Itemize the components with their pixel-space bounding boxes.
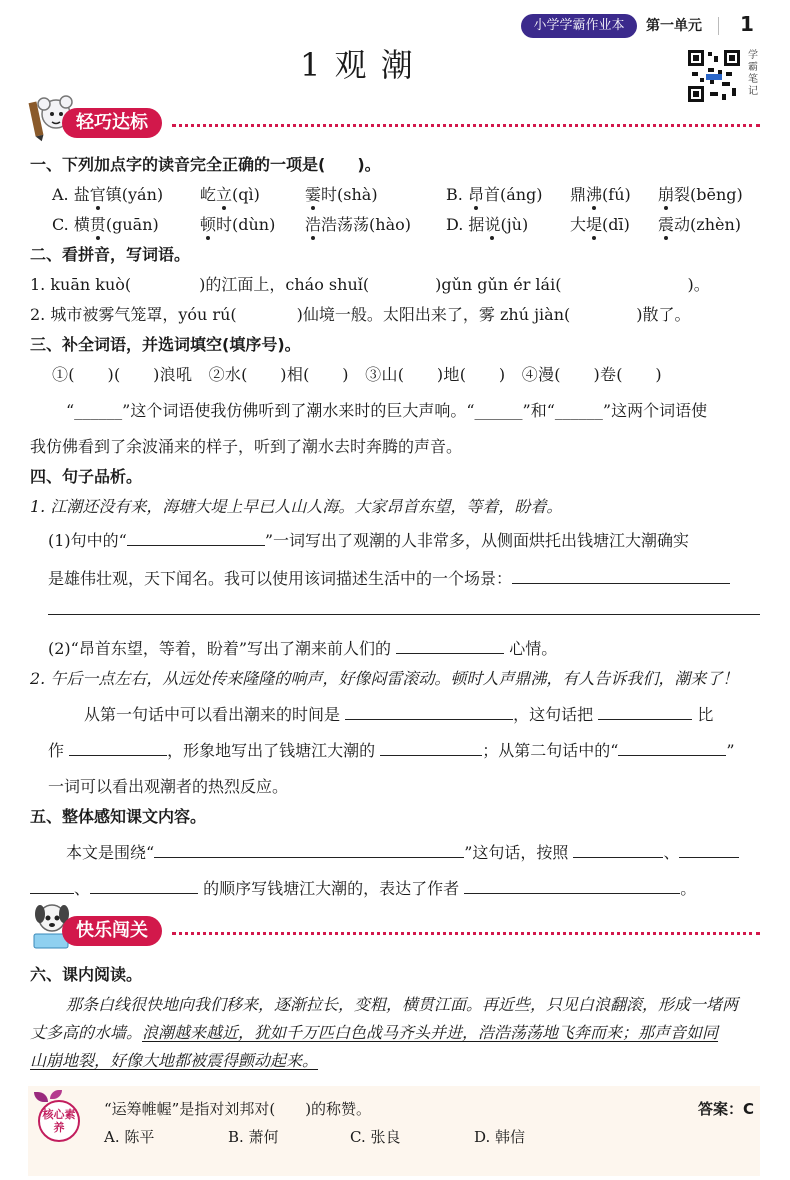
core-literacy-badge: 核心素养 (38, 1100, 80, 1142)
question-2-heading: 二、看拼音，写词语。 (30, 245, 191, 264)
lesson-title: 1 观 潮 (300, 46, 415, 84)
core-answer: 答案：C (698, 1100, 755, 1118)
q4-1-1-line: (1)句中的“ ”一词写出了观潮的人非常多，从侧面烘托出钱塘江大潮确实 (48, 531, 690, 550)
q4-2-line-2: 作 ，形象地写出了钱塘江大潮的 ；从第二句话中的“ ” (48, 741, 735, 760)
q6-paragraph-line-1: 那条白线很快地向我们移来，逐渐拉长，变粗，横贯江面。再近些，只见白浪翻滚，形成一堵两 (66, 995, 739, 1014)
qr-label: 学霸笔记 (748, 50, 758, 97)
core-option-a: A. 陈平 (104, 1128, 155, 1146)
unit-label: 第一单元 (646, 18, 702, 34)
page-number: 1 (740, 12, 754, 36)
q4-sentence-1: 1. 江潮还没有来，海塘大堤上早已人山人海。大家昂首东望，等着，盼着。 (30, 497, 563, 516)
question-4-heading: 四、句子品析。 (30, 467, 143, 486)
q4-sentence-2: 2. 午后一点左右，从远处传来隆隆的响声，好像闷雷滚动。顿时人声鼎沸，有人告诉我们，潮来了！ (30, 669, 739, 688)
q4-2-line-3: 一词可以看出观潮者的热烈反应。 (48, 777, 289, 796)
q4-answer-line[interactable] (48, 614, 760, 615)
q4-2-line-1: 从第一句话中可以看出潮来的时间是 ，这句话把 比 (84, 705, 714, 724)
q6-paragraph-line-2: 丈多高的水墙。浪潮越来越近，犹如千万匹白色战马齐头并进，浩浩荡荡地飞奔而来；那声音如同 (30, 1023, 719, 1042)
q4-1-2-line: (2)“昂首东望，等着，盼着”写出了潮来前人们的 心情。 (48, 639, 558, 658)
qr-code-icon[interactable] (686, 48, 742, 104)
core-question: “运筹帷幄”是指对刘邦对( )的称赞。 (104, 1100, 372, 1118)
core-option-c: C. 张良 (350, 1128, 401, 1146)
q3-paragraph-2: 我仿佛看到了余波涌来的样子，听到了潮水去时奔腾的声音。 (30, 437, 463, 456)
question-6-heading: 六、课内阅读。 (30, 965, 143, 984)
q1-option-d-3: 震动(zhèn) (658, 215, 742, 234)
header-divider (718, 17, 719, 35)
q1-option-b-1: B. 昂首(áng) (446, 185, 543, 204)
book-name-badge: 小学学霸作业本 (521, 14, 637, 38)
banner-dotted-line (172, 124, 760, 127)
q1-option-c-2: 顿时(dùn) (200, 215, 276, 234)
section-banner-challenge: 快乐闯关 (62, 916, 162, 946)
q1-option-a-2: 屹立(qì) (200, 185, 260, 204)
q3-paragraph-1: “______”这个词语使我仿佛听到了潮水来时的巨大声响。“______”和“______”这两个词语使 (66, 401, 708, 420)
q1-option-c-3: 浩浩荡荡(hào) (305, 215, 411, 234)
q1-option-a-3: 霎时(shà) (305, 185, 378, 204)
q6-underlined-text: 浪潮越来越近，犹如千万匹白色战马齐头并进，浩浩荡荡地飞奔而来；那声音如同 (142, 1023, 719, 1042)
q6-paragraph-line-3: 山崩地裂，好像大地都被震得颤动起来。 (30, 1051, 319, 1070)
q1-option-b-2: 鼎沸(fú) (570, 185, 631, 204)
q5-line-1: 本文是围绕“ ”这句话，按照 、 (66, 840, 739, 863)
question-1-heading: 一、下列加点字的读音完全正确的一项是( )。 (30, 155, 381, 174)
q5-line-2: 、 的顺序写钱塘江大潮的，表达了作者 。 (30, 876, 696, 899)
q4-1-1-cont: 是雄伟壮观，天下闻名。我可以使用该词描述生活中的一个场景： (48, 566, 730, 589)
question-5-heading: 五、整体感知课文内容。 (30, 807, 207, 826)
question-3-heading: 三、补全词语，并选词填空(填序号)。 (30, 335, 301, 354)
q1-option-a-1: A. 盐官镇(yán) (52, 185, 164, 204)
q3-idioms: ①( )( )浪吼 ②水( )相( ) ③山( )地( ) ④漫( )卷( ) (52, 365, 662, 384)
q1-option-b-3: 崩裂(bēng) (658, 185, 743, 204)
q2-line-1: 1. kuān kuò( )的江面上，cháo shuǐ( )gǔn gǔn ér lái( )。 (30, 275, 710, 294)
core-option-b: B. 萧何 (228, 1128, 279, 1146)
q2-line-2: 2. 城市被雾气笼罩，yóu rú( )仙境一般。太阳出来了，雾 zhú jiàn( )散了。 (30, 305, 691, 324)
banner-dotted-line-2 (172, 932, 760, 935)
section-banner-basic: 轻巧达标 (62, 108, 162, 138)
core-option-d: D. 韩信 (474, 1128, 526, 1146)
q1-option-d-2: 大堤(dī) (570, 215, 630, 234)
q1-option-c-1: C. 横贯(guān) (52, 215, 159, 234)
q1-option-d-1: D. 据说(jù) (446, 215, 529, 234)
